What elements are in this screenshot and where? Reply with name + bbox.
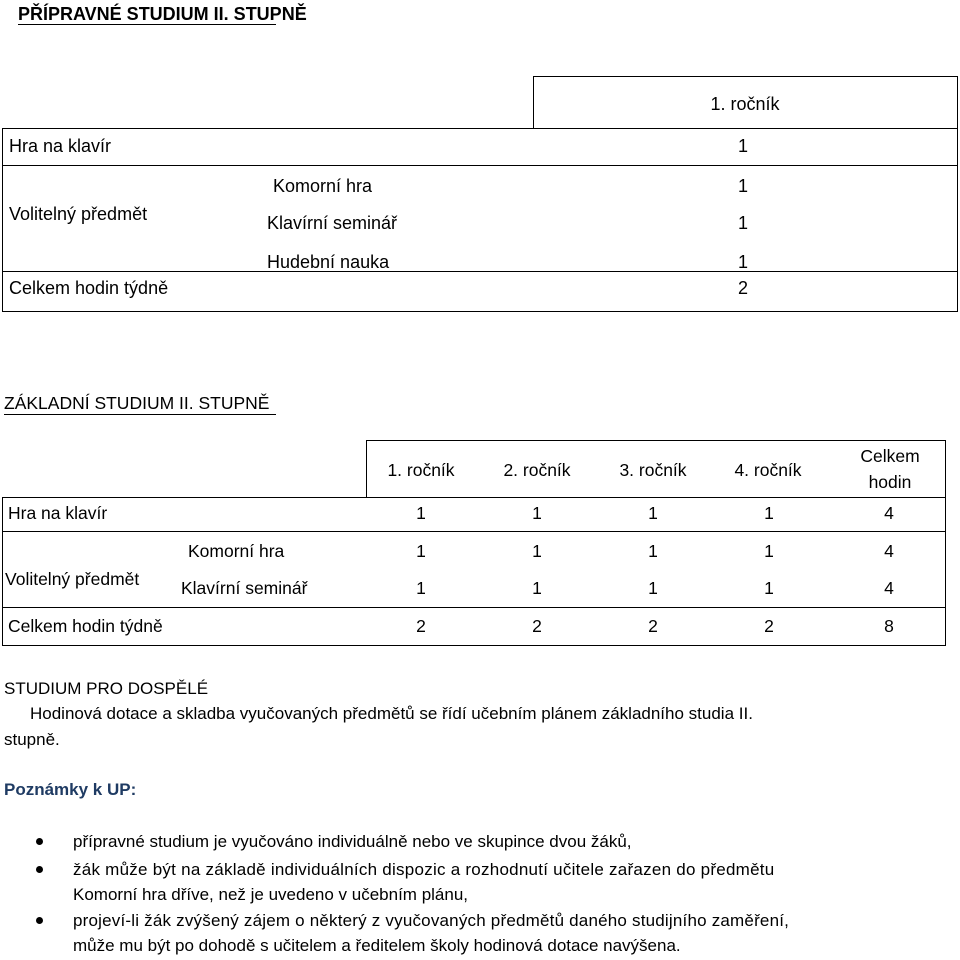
basic-table-border (2, 531, 946, 532)
basic-piano-value: 1 (416, 503, 426, 523)
note-item-2-line1: žák může být na základě individuálních dispozic a rozhodnutí učitele zařazen do předmětu (73, 860, 775, 879)
prep-theory-value: 1 (737, 252, 748, 272)
prep-seminar-value: 1 (737, 213, 748, 233)
basic-piano-value: 1 (532, 503, 542, 523)
basic-table-border (2, 497, 3, 646)
prep-seminar-label: Klavírní seminář (267, 213, 398, 233)
basic-chamber-value: 1 (764, 541, 774, 561)
prep-total-value: 2 (737, 278, 748, 298)
note-item-2-line2: Komorní hra dříve, než je uvedeno v učebním plánu, (73, 885, 469, 904)
basic-title-underline (4, 414, 276, 415)
prep-table-border (2, 128, 957, 129)
basic-chamber-label: Komorní hra (188, 541, 285, 561)
basic-piano-value: 1 (648, 503, 658, 523)
basic-piano-value: 1 (764, 503, 774, 523)
basic-header-total-line2: hodin (868, 472, 912, 492)
basic-seminar-total: 4 (884, 578, 894, 598)
preparatory-title: PŘÍPRAVNÉ STUDIUM II. STUPNĚ (18, 4, 307, 24)
prep-title-underline (18, 24, 276, 25)
prep-table-border (533, 76, 534, 128)
bullet-icon (36, 917, 43, 924)
basic-piano-label: Hra na klavír (8, 503, 108, 523)
prep-theory-label: Hudební nauka (267, 252, 390, 272)
prep-piano-value: 1 (737, 136, 748, 156)
prep-piano-label: Hra na klavír (9, 136, 112, 156)
note-item-1: přípravné studium je vyučováno individuálně nebo ve skupince dvou žáků, (73, 832, 632, 851)
basic-table-border (366, 440, 946, 441)
basic-piano-total: 4 (884, 503, 894, 523)
basic-seminar-value: 1 (648, 578, 658, 598)
bullet-icon (36, 866, 43, 873)
basic-chamber-value: 1 (416, 541, 426, 561)
basic-table-border (366, 440, 367, 497)
basic-header-year3: 3. ročník (619, 460, 687, 480)
adult-text-line1: Hodinová dotace a skladba vyučovaných předmětů se řídí učebním plánem základního studia II. (30, 704, 753, 723)
prep-table-border (2, 311, 957, 312)
basic-header-total-line1: Celkem (860, 446, 920, 466)
prep-chamber-value: 1 (737, 176, 748, 196)
basic-chamber-value: 1 (648, 541, 658, 561)
basic-total-sum: 8 (884, 616, 894, 636)
basic-elective-label: Volitelný předmět (5, 569, 140, 589)
basic-header-year2: 2. ročník (503, 460, 571, 480)
basic-seminar-value: 1 (532, 578, 542, 598)
basic-table-border (2, 497, 946, 498)
adult-title: STUDIUM PRO DOSPĚLÉ (4, 679, 209, 698)
adult-text-line2: stupně. (4, 730, 60, 749)
prep-table-border (533, 76, 957, 77)
prep-elective-label: Volitelný předmět (9, 204, 148, 224)
prep-table-border (2, 271, 957, 272)
basic-table-border (945, 440, 946, 646)
note-item-3-line2: může mu být po dohodě s učitelem a ředitelem školy hodinová dotace navýšena. (73, 936, 681, 955)
prep-table-border (957, 76, 958, 312)
basic-header-year4: 4. ročník (734, 460, 802, 480)
bullet-icon (36, 838, 43, 845)
prep-total-label: Celkem hodin týdně (9, 278, 169, 298)
basic-total-value: 2 (648, 616, 658, 636)
basic-total-value: 2 (416, 616, 426, 636)
basic-total-label: Celkem hodin týdně (8, 616, 163, 636)
prep-table-border (2, 165, 957, 166)
note-item-3-line1: projeví-li žák zvýšený zájem o některý z vyučovaných předmětů daného studijního zaměření, (73, 911, 790, 930)
basic-seminar-value: 1 (416, 578, 426, 598)
basic-chamber-value: 1 (532, 541, 542, 561)
basic-title: ZÁKLADNÍ STUDIUM II. STUPNĚ (4, 393, 270, 413)
basic-header-year1: 1. ročník (387, 460, 455, 480)
basic-chamber-total: 4 (884, 541, 894, 561)
basic-seminar-value: 1 (764, 578, 774, 598)
basic-table-border (2, 645, 946, 646)
basic-total-value: 2 (764, 616, 774, 636)
basic-total-value: 2 (532, 616, 542, 636)
prep-table-border (2, 128, 3, 312)
prep-chamber-label: Komorní hra (273, 176, 373, 196)
basic-seminar-label: Klavírní seminář (181, 578, 308, 598)
basic-table-border (2, 607, 946, 608)
notes-title: Poznámky k UP: (4, 780, 137, 799)
prep-year-header: 1. ročník (710, 94, 780, 114)
